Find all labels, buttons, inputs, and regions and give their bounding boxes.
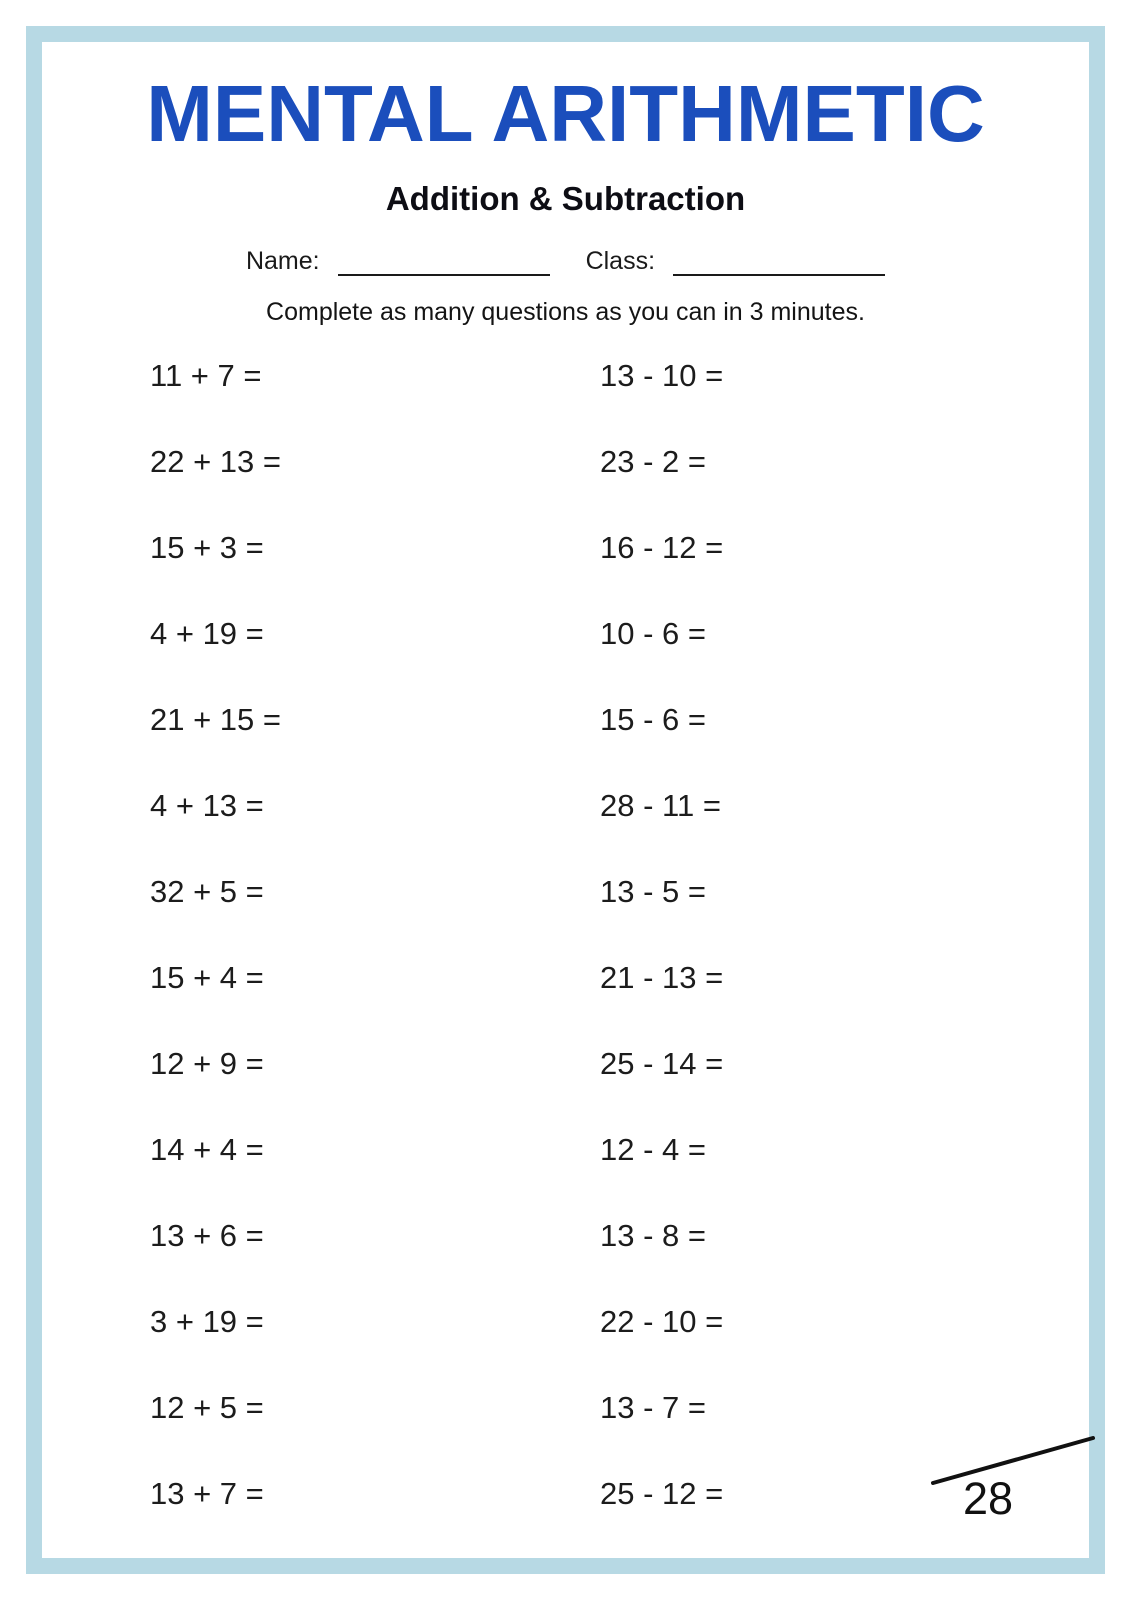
problem-item: 15 + 3 = [150,530,264,565]
problem-item: 13 - 7 = [600,1390,706,1425]
problem-item: 22 - 10 = [600,1304,724,1339]
problem-item: 22 + 13 = [150,444,282,479]
instructions-text: Complete as many questions as you can in 3 minutes. [266,298,865,326]
class-label: Class: [585,247,656,275]
problem-item: 4 + 19 = [150,616,264,651]
problem-item: 15 - 6 = [600,702,706,737]
class-blank-line [673,248,885,276]
problem-item: 3 + 19 = [150,1304,264,1339]
problem-item: 4 + 13 = [150,788,264,823]
problem-item: 14 + 4 = [150,1132,264,1167]
subtraction-column [600,360,1000,1564]
page-number: 28 [963,1473,1014,1524]
problem-item: 11 + 7 = [150,358,262,393]
problem-item: 21 - 13 = [600,960,724,995]
problem-item: 32 + 5 = [150,874,264,909]
worksheet-subtitle: Addition & Subtraction [385,180,746,217]
problem-item: 13 + 6 = [150,1218,264,1253]
page-number-block [925,1428,1105,1533]
problem-item: 12 + 5 = [150,1390,264,1425]
page-number-slash-icon [925,1428,1105,1533]
problem-item: 16 - 12 = [600,530,724,565]
problem-item: 13 + 7 = [150,1476,264,1511]
problem-item: 13 - 10 = [600,358,724,393]
problem-item: 25 - 14 = [600,1046,724,1081]
problem-item: 28 - 11 = [600,788,721,823]
problem-item: 13 - 5 = [600,874,706,909]
problem-item: 12 - 4 = [600,1132,706,1167]
problem-item: 21 + 15 = [150,702,282,737]
problem-item: 23 - 2 = [600,444,706,479]
name-class-row [0,246,1131,276]
name-label: Name: [245,247,320,275]
worksheet-title: MENTAL ARITHMETIC [146,69,985,158]
name-blank-line [338,248,550,276]
problem-item: 12 + 9 = [150,1046,264,1081]
addition-column [150,360,550,1564]
problem-item: 13 - 8 = [600,1218,706,1253]
problem-item: 25 - 12 = [600,1476,724,1511]
problem-item: 15 + 4 = [150,960,264,995]
problem-item: 10 - 6 = [600,616,706,651]
